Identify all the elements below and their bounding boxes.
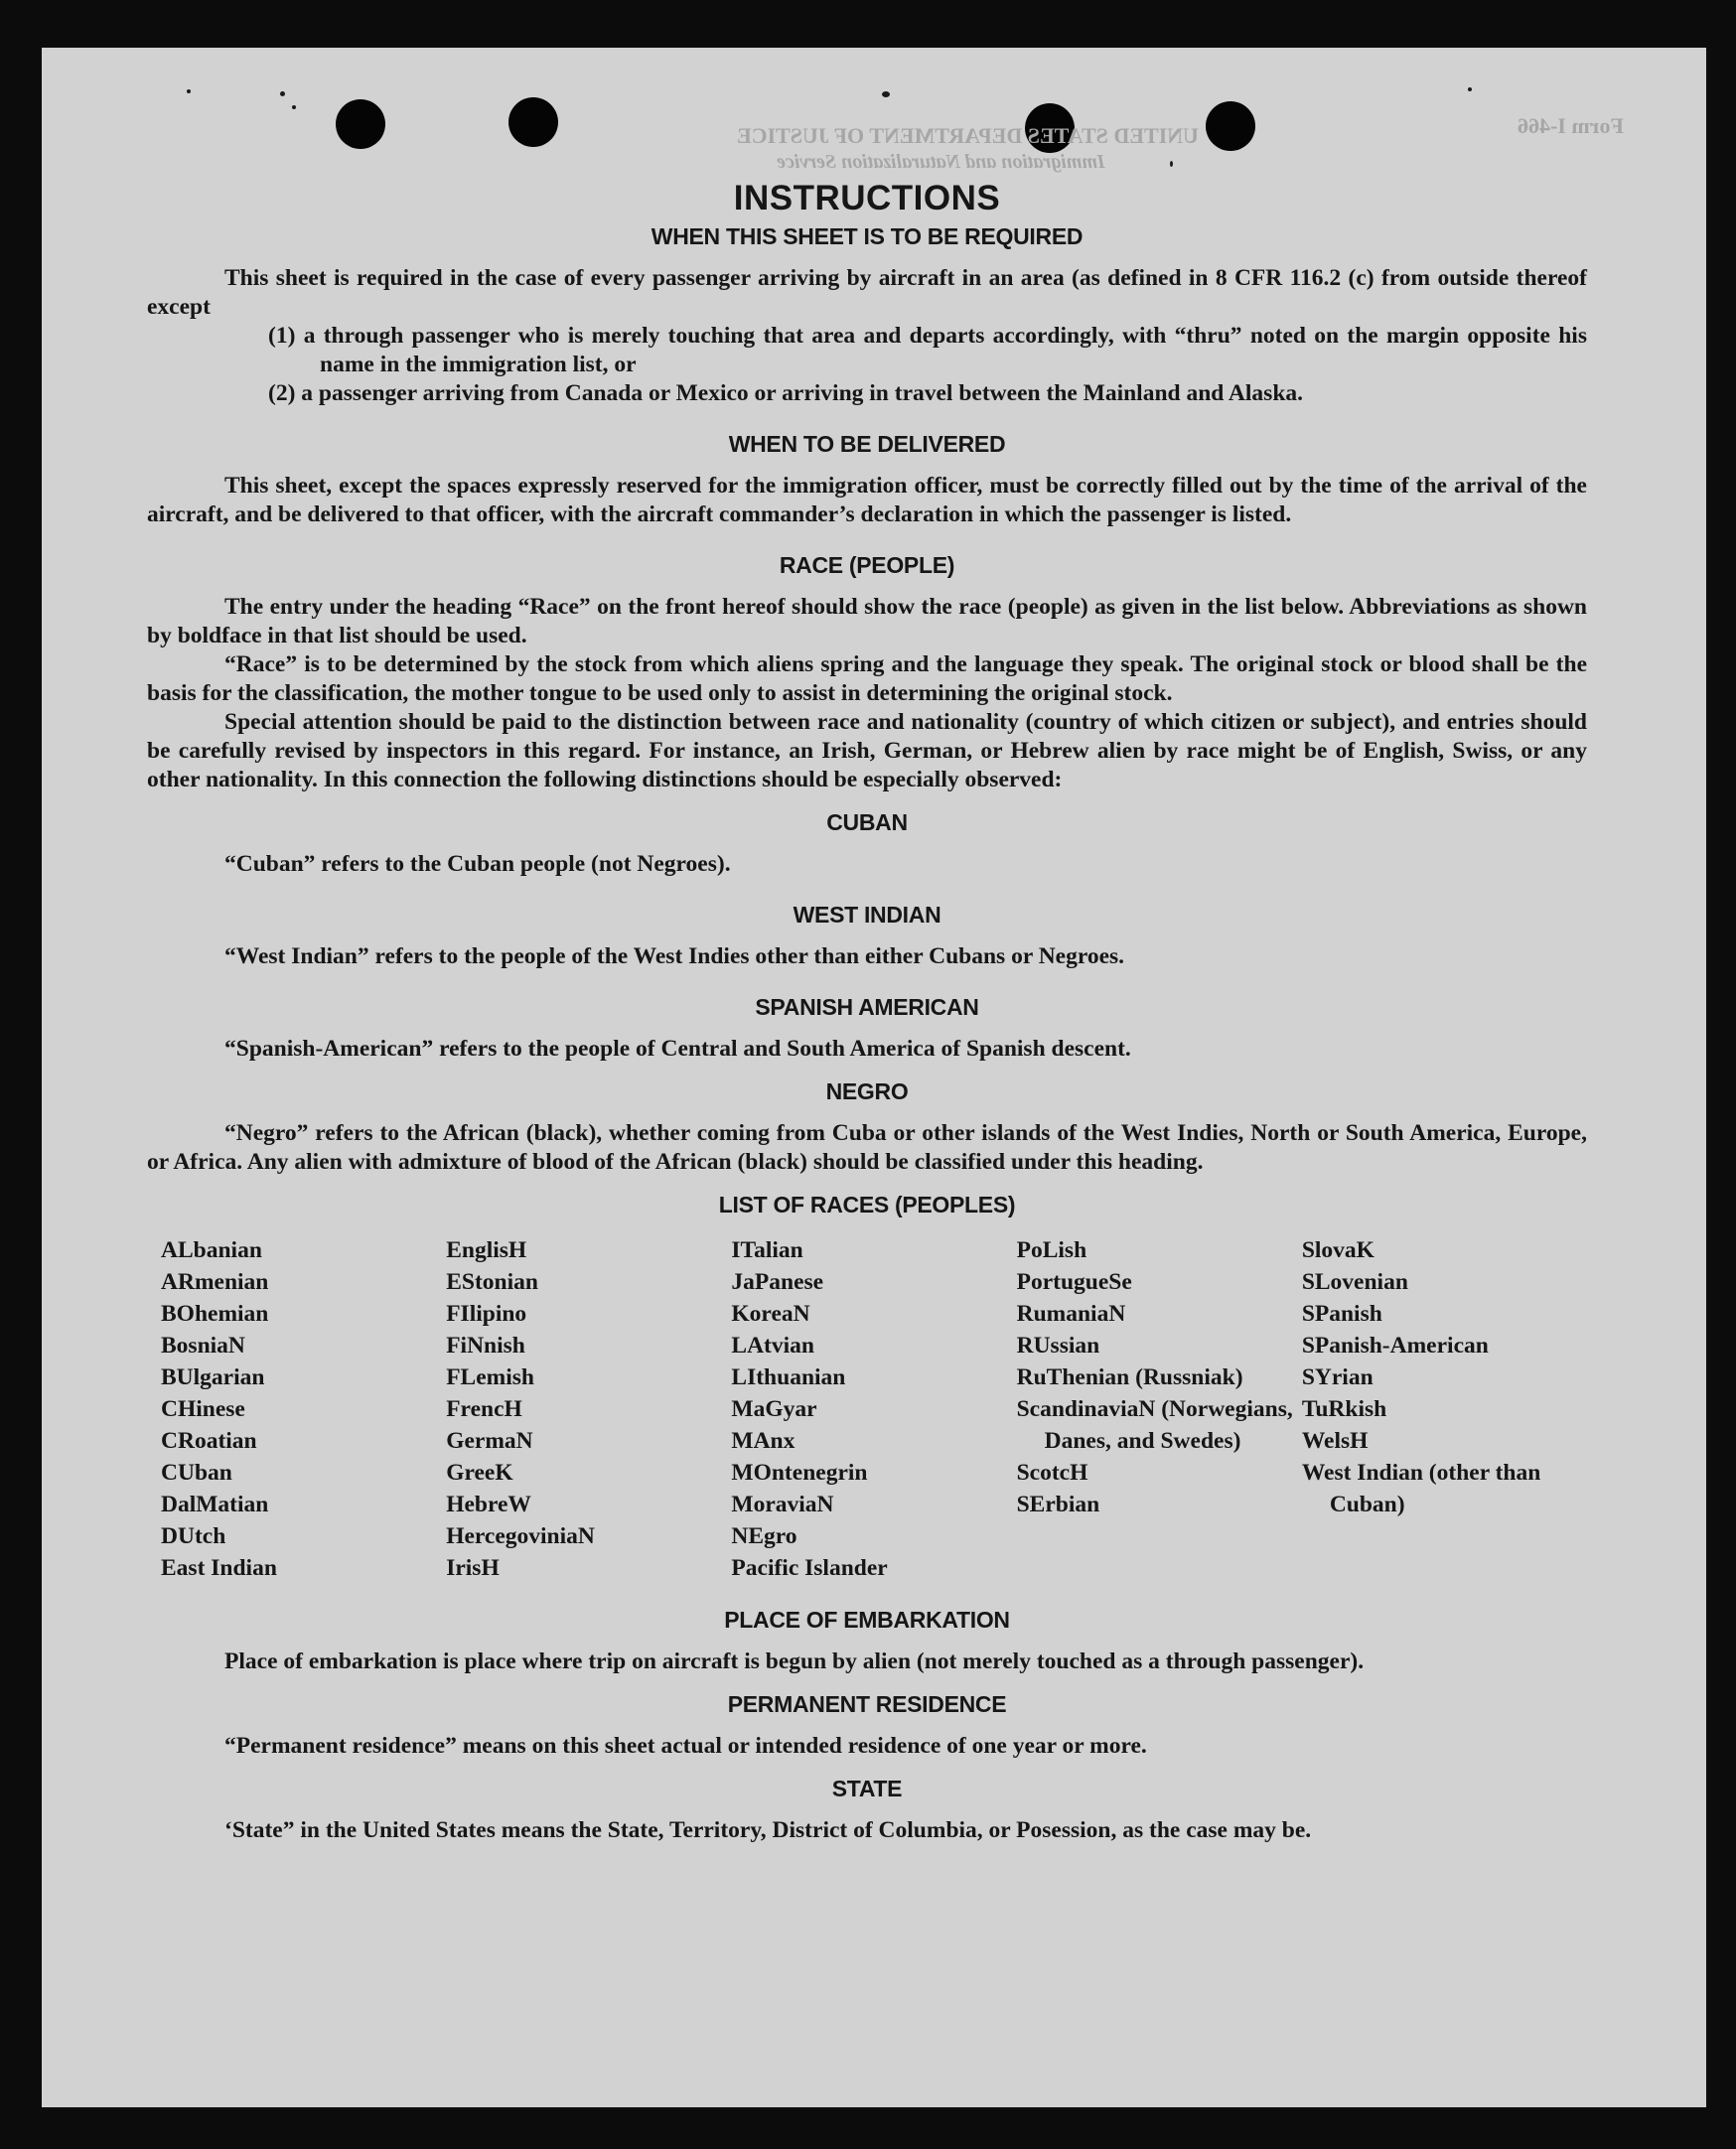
race-item: SErbian <box>1016 1492 1100 1517</box>
race-item: JaPanese <box>731 1269 824 1295</box>
race-item: PortugueSe <box>1016 1269 1132 1295</box>
exception-item-1: (1) a through passenger who is merely touching that area and departs accordingly, with “thru” noted on the margin opposite his name in the immigration list, or <box>268 323 1587 377</box>
speck <box>187 89 191 93</box>
race-item: BosniaN <box>161 1333 245 1359</box>
speck <box>1170 161 1173 167</box>
speck <box>292 105 296 109</box>
exception-item-2: (2) a passenger arriving from Canada or Mexico or arriving in travel between the Mainland and Alaska. <box>268 380 1304 406</box>
race-item: ITalian <box>731 1237 803 1263</box>
punch-hole-4 <box>1206 101 1255 151</box>
spanish-american-text: “Spanish-American” refers to the people of Central and South America of Spanish descent. <box>224 1036 1131 1062</box>
race-item: SPanish <box>1301 1301 1382 1327</box>
exception-list <box>147 322 1587 408</box>
cuban-text: “Cuban” refers to the Cuban people (not Negroes). <box>224 851 731 877</box>
punch-hole-2 <box>508 97 558 147</box>
race-item: EnglisH <box>446 1237 527 1263</box>
race-paragraph-2: “Race” is to be determined by the stock from which aliens spring and the language they speak. The original stock or blood shall be the basis for the classification, the mother tongue to be used only to assist in determining the original stock. <box>147 651 1587 706</box>
race-item: CUban <box>161 1460 232 1486</box>
document-page <box>42 48 1706 2107</box>
race-item: FrencH <box>446 1396 522 1422</box>
speck <box>280 91 285 96</box>
race-item: ScotcH <box>1016 1460 1088 1486</box>
race-item: KoreaN <box>731 1301 810 1327</box>
race-item: DalMatian <box>161 1492 269 1517</box>
race-item: MoraviaN <box>731 1492 834 1517</box>
when-delivered-text: This sheet, except the spaces expressly reserved for the immigration officer, must be correctly filled out by the time of the arrival of the aircraft, and be delivered to that officer, with the aircraft commander’s declaration in which the passenger is listed. <box>147 473 1587 527</box>
speck <box>1468 87 1472 91</box>
heading-when-delivered: WHEN TO BE DELIVERED <box>728 431 1006 457</box>
negro-text: “Negro” refers to the African (black), whether coming from Cuba or other islands of the West Indies, North or South America, Europe, or Africa. Any alien with admixture of blood of the African (black) should be classified under this heading. <box>147 1120 1587 1175</box>
race-item: GreeK <box>446 1460 513 1486</box>
race-item: MAnx <box>731 1428 796 1454</box>
race-item: EStonian <box>446 1269 538 1295</box>
race-item: CRoatian <box>161 1428 257 1454</box>
race-item: BOhemian <box>161 1301 269 1327</box>
race-paragraph-3: Special attention should be paid to the distinction between race and nationality (country of which citizen or subject), and entries should be carefully revised by inspectors in this regard. For instance, an Irish, German, or Hebrew alien by race might be of English, Swiss, or any other nationality. In this connection the following distinctions should be especially observed: <box>147 709 1587 792</box>
race-item: ALbanian <box>161 1237 262 1263</box>
race-item: HercegoviniaN <box>446 1523 595 1549</box>
race-item: LIthuanian <box>731 1364 846 1390</box>
heading-permanent-residence: PERMANENT RESIDENCE <box>727 1691 1007 1717</box>
race-item: MOntenegrin <box>731 1460 868 1486</box>
race-item: ARmenian <box>161 1269 269 1295</box>
race-item: HebreW <box>446 1492 531 1517</box>
heading-list-of-races: LIST OF RACES (PEOPLES) <box>718 1192 1016 1218</box>
race-item: TuRkish <box>1301 1396 1387 1422</box>
race-item: East Indian <box>161 1555 277 1581</box>
race-item: West Indian (other than Cuban) <box>1301 1460 1541 1517</box>
heading-cuban: CUBAN <box>826 809 908 835</box>
page-title: INSTRUCTIONS <box>733 179 1001 217</box>
show-through-service: Immigration and Naturalization Service <box>777 151 1105 173</box>
race-item: PoLish <box>1016 1237 1087 1263</box>
race-paragraph-1: The entry under the heading “Race” on the front hereof should show the race (people) as given in the list below. Abbreviations as shown by boldface in that list should be used. <box>147 594 1587 648</box>
race-item: SlovaK <box>1301 1237 1374 1263</box>
races-column-1 <box>161 1234 446 1584</box>
race-item: SLovenian <box>1301 1269 1408 1295</box>
race-item: BUlgarian <box>161 1364 265 1390</box>
race-item: GermaN <box>446 1428 533 1454</box>
race-item: NEgro <box>731 1523 797 1549</box>
heading-race: RACE (PEOPLE) <box>779 552 955 578</box>
show-through-form-number: Form I-466 <box>1518 113 1624 138</box>
race-item: FLemish <box>446 1364 534 1390</box>
race-item: ScandinaviaN (Norwegians, Danes, and Swedes) <box>1016 1396 1293 1454</box>
instructions-content <box>147 177 1587 1845</box>
race-item: FiNnish <box>446 1333 525 1359</box>
race-item: RUssian <box>1016 1333 1100 1359</box>
race-item: DUtch <box>161 1523 226 1549</box>
show-through-department: UNITED STATES DEPARTMENT OF JUSTICE <box>737 123 1199 148</box>
heading-negro: NEGRO <box>825 1078 909 1104</box>
race-item: IrisH <box>446 1555 500 1581</box>
heading-place-of-embarkation: PLACE OF EMBARKATION <box>724 1607 1010 1633</box>
race-item: RuThenian (Russniak) <box>1016 1364 1243 1390</box>
race-item: SYrian <box>1301 1364 1374 1390</box>
punch-hole-1 <box>336 99 385 149</box>
heading-spanish-american: SPANISH AMERICAN <box>755 994 979 1020</box>
race-item: Pacific Islander <box>731 1555 888 1581</box>
permanent-residence-text: “Permanent residence” means on this sheet actual or intended residence of one year or more. <box>224 1733 1147 1759</box>
race-item: SPanish-American <box>1301 1333 1489 1359</box>
state-text: ‘State” in the United States means the State, Territory, District of Columbia, or Posession, as the case may be. <box>224 1817 1312 1843</box>
races-column-5 <box>1302 1234 1587 1584</box>
race-item: LAtvian <box>731 1333 814 1359</box>
race-item: WelsH <box>1301 1428 1369 1454</box>
races-column-2 <box>446 1234 731 1584</box>
races-column-4 <box>1017 1234 1302 1584</box>
race-item: FIlipino <box>446 1301 527 1327</box>
race-item: CHinese <box>161 1396 245 1422</box>
heading-state: STATE <box>831 1776 903 1801</box>
west-indian-text: “West Indian” refers to the people of the West Indies other than either Cubans or Negroes. <box>224 943 1125 969</box>
embarkation-text: Place of embarkation is place where trip on aircraft is begun by alien (not merely touched as a through passenger). <box>224 1648 1365 1674</box>
when-required-intro: This sheet is required in the case of every passenger arriving by aircraft in an area (as defined in 8 CFR 116.2 (c) from outside thereof except <box>147 265 1587 320</box>
speck <box>882 91 890 97</box>
races-list <box>147 1234 1587 1584</box>
heading-when-required: WHEN THIS SHEET IS TO BE REQUIRED <box>651 223 1084 249</box>
heading-west-indian: WEST INDIAN <box>793 902 941 928</box>
race-item: RumaniaN <box>1016 1301 1126 1327</box>
race-item: MaGyar <box>731 1396 817 1422</box>
races-column-3 <box>731 1234 1016 1584</box>
